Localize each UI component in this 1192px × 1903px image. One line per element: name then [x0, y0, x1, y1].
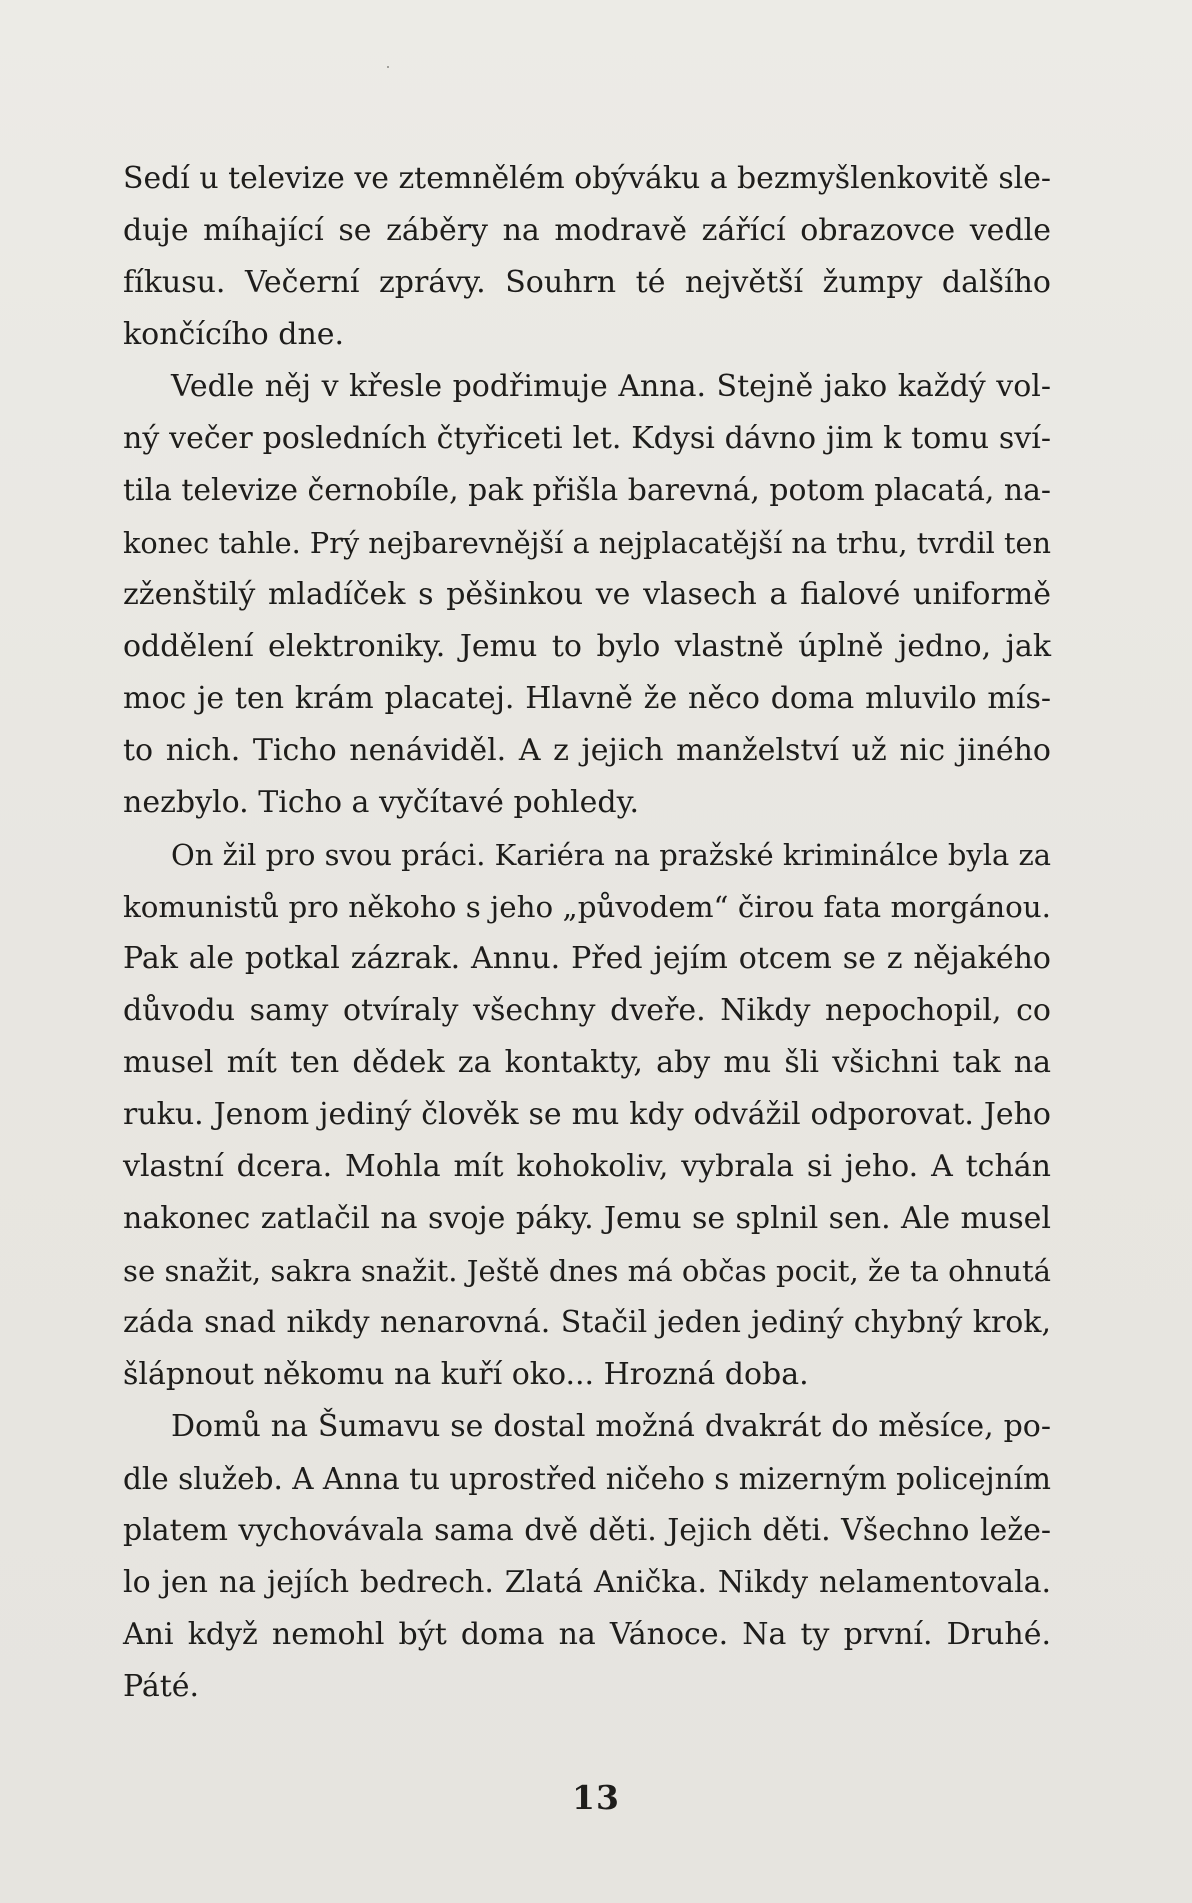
text-line: dle služeb. A Anna tu uprostřed ničeho s mizerným policejním: [123, 1462, 1051, 1496]
text-line: Domů na Šumavu se dostal možná dvakrát do měsíce, po-: [171, 1409, 1051, 1444]
paragraph: [123, 829, 1051, 1401]
text-line: Vedle něj v křesle podřimuje Anna. Stejně jako každý vol-: [171, 369, 1051, 404]
text-line: konec tahle. Prý nejbarevnější a nejplacatější na trhu, tvrdil ten: [123, 526, 1051, 560]
text-line: Ani když nemohl být doma na Vánoce. Na ty první. Druhé.: [123, 1617, 1051, 1652]
paper-speck: [387, 66, 389, 68]
text-line: fíkusu. Večerní zprávy. Souhrn té největší žumpy dalšího: [123, 265, 1051, 300]
text-line: musel mít ten dědek za kontakty, aby mu šli všichni tak na: [123, 1045, 1051, 1080]
text-line: se snažit, sakra snažit. Ještě dnes má občas pocit, že ta ohnutá: [123, 1254, 1051, 1288]
text-line: On žil pro svou práci. Kariéra na pražské kriminálce byla za: [171, 838, 1051, 872]
text-line: Sedí u televize ve ztemnělém obýváku a bezmyšlenkovitě sle-: [123, 161, 1051, 196]
text-line: záda snad nikdy nenarovná. Stačil jeden jediný chybný krok,: [123, 1305, 1051, 1340]
paragraph: [123, 361, 1051, 829]
paragraph: [123, 153, 1051, 361]
text-line: tila televize černobíle, pak přišla barevná, potom placatá, na-: [123, 473, 1051, 508]
text-line: oddělení elektroniky. Jemu to bylo vlastně úplně jedno, jak: [123, 629, 1051, 664]
text-line: Páté.: [123, 1669, 200, 1704]
text-line: lo jen na jejích bedrech. Zlatá Anička. Nikdy nelamentovala.: [123, 1565, 1051, 1600]
text-line: ruku. Jenom jediný člověk se mu kdy odvážil odporovat. Jeho: [123, 1097, 1051, 1132]
text-line: zženštilý mladíček s pěšinkou ve vlasech a fialové uniformě: [123, 577, 1051, 612]
text-line: platem vychovávala sama dvě děti. Jejich děti. Všechno leže-: [123, 1513, 1051, 1548]
text-line: duje míhající se záběry na modravě zářící obrazovce vedle: [123, 213, 1051, 248]
body-text: [123, 153, 1051, 1713]
text-line: nakonec zatlačil na svoje páky. Jemu se splnil sen. Ale musel: [123, 1201, 1051, 1236]
text-line: nezbylo. Ticho a vyčítavé pohledy.: [123, 785, 640, 820]
text-line: moc je ten krám placatej. Hlavně že něco doma mluvilo mís-: [123, 681, 1051, 716]
text-line: komunistů pro někoho s jeho „původem“ čirou fata morgánou.: [123, 890, 1051, 924]
text-line: vlastní dcera. Mohla mít kohokoliv, vybrala si jeho. A tchán: [123, 1149, 1051, 1184]
page-number: 13: [572, 1778, 620, 1817]
text-line: ný večer posledních čtyřiceti let. Kdysi dávno jim k tomu sví-: [123, 421, 1051, 456]
text-line: šlápnout někomu na kuří oko... Hrozná doba.: [123, 1357, 809, 1392]
text-line: Pak ale potkal zázrak. Annu. Před jejím otcem se z nějakého: [123, 941, 1051, 976]
text-line: to nich. Ticho nenáviděl. A z jejich manželství už nic jiného: [123, 733, 1051, 768]
text-line: důvodu samy otvíraly všechny dveře. Nikdy nepochopil, co: [123, 993, 1051, 1028]
paragraph: [123, 1401, 1051, 1713]
text-line: končícího dne.: [123, 317, 345, 352]
